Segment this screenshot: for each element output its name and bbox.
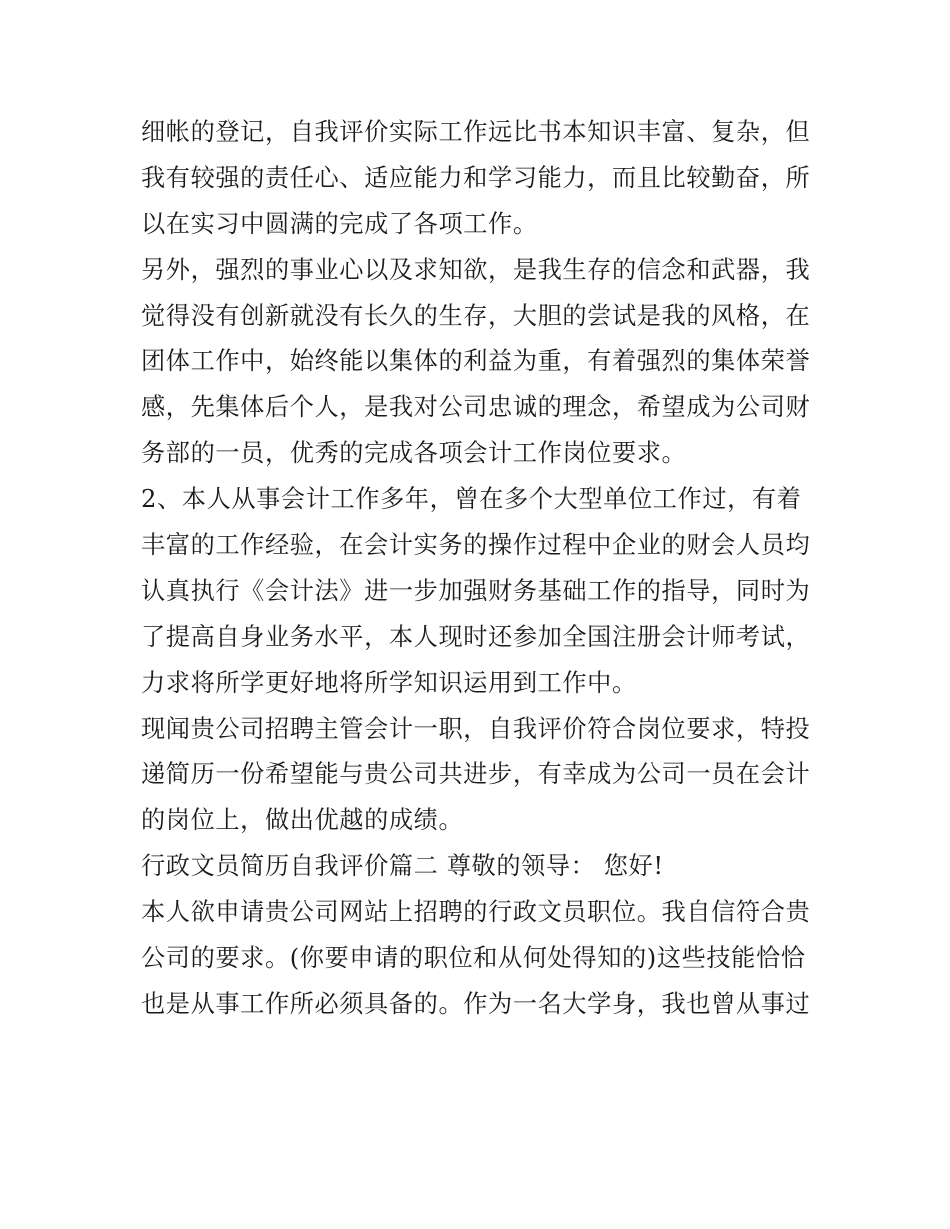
text-line: 本人欲申请贵公司网站上招聘的行政文员职位。我自信符合贵 — [141, 898, 811, 927]
text-line: 的岗位上，做出优越的成绩。 — [141, 806, 464, 835]
text-line: 了提高自身业务水平，本人现时还参加全国注册会计师考试， — [141, 622, 811, 651]
text-line: 觉得没有创新就没有长久的生存，大胆的尝试是我的风格，在 — [141, 301, 811, 330]
text-line: 2、本人从事会计工作多年，曾在多个大型单位工作过，有着 — [141, 485, 802, 514]
text-line: 公司的要求。(你要申请的职位和从何处得知的)这些技能恰恰 — [141, 944, 806, 973]
text-line: 递简历一份希望能与贵公司共进步，有幸成为公司一员在会计 — [141, 760, 811, 789]
text-line: 感，先集体后个人，是我对公司忠诚的理念，希望成为公司财 — [141, 393, 811, 422]
text-line: 团体工作中，始终能以集体的利益为重，有着强烈的集体荣誉 — [141, 347, 811, 376]
section-heading-line: 行政文员简历自我评价篇二 尊敬的领导： 您好! — [141, 852, 664, 881]
text-line: 也是从事工作所必须具备的。作为一名大学身，我也曾从事过 — [141, 989, 811, 1018]
text-line: 细帐的登记，自我评价实际工作远比书本知识丰富、复杂，但 — [141, 118, 811, 146]
text-line: 另外，强烈的事业心以及求知欲，是我生存的信念和武器，我 — [141, 255, 811, 284]
document-body — [141, 110, 821, 1028]
text-line: 力求将所学更好地将所学知识运用到工作中。 — [141, 668, 637, 697]
text-line: 认真执行《会计法》进一步加强财务基础工作的指导，同时为 — [141, 576, 811, 605]
text-line: 以在实习中圆满的完成了各项工作。 — [141, 209, 538, 238]
text-line: 务部的一员，优秀的完成各项会计工作岗位要求。 — [141, 439, 687, 468]
text-line: 丰富的工作经验，在会计实务的操作过程中企业的财会人员均 — [141, 531, 811, 560]
text-line: 我有较强的责任心、适应能力和学习能力，而且比较勤奋，所 — [141, 163, 811, 192]
text-line: 现闻贵公司招聘主管会计一职，自我评价符合岗位要求，特投 — [141, 714, 811, 743]
